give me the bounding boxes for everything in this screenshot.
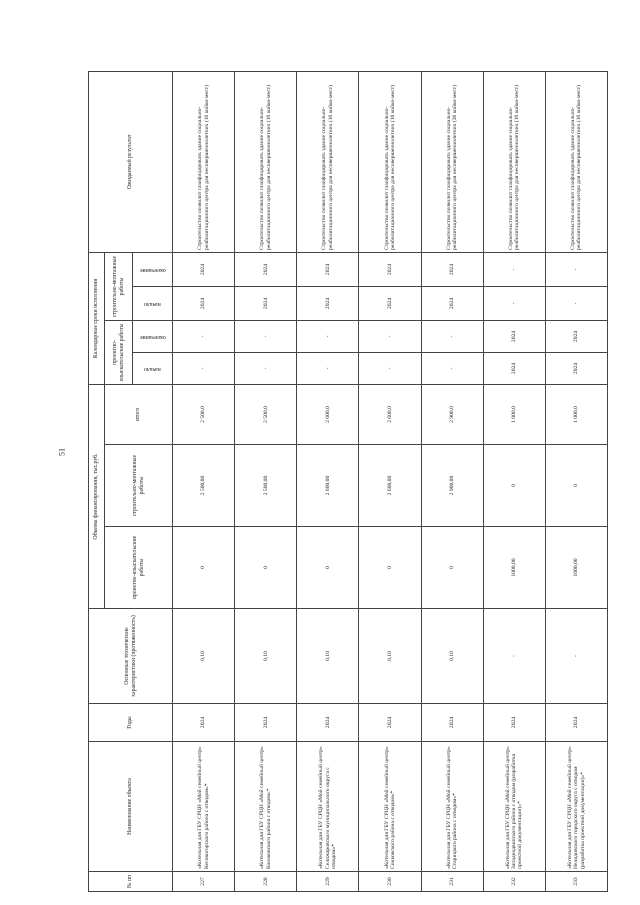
cell-year: 2024 xyxy=(545,704,607,742)
cell-num: 232 xyxy=(483,872,545,892)
header-result: Ожидаемый результат xyxy=(89,71,173,252)
rotated-table-container xyxy=(88,72,608,892)
table-row xyxy=(359,71,421,891)
cell-spec: 0,10 xyxy=(173,609,235,704)
cell-funding-construction: 0 xyxy=(545,445,607,527)
cell-funding-total: 2 500,0 xyxy=(173,384,235,444)
cell-funding-construction: 2 500,00 xyxy=(173,445,235,527)
cell-num: 228 xyxy=(235,872,297,892)
cell-name: «Котельная для ГБУ СРЦН «Мой семейный центр» Кесовогорского района с отводом»* xyxy=(173,742,235,872)
cell-name: «Котельная для ГБУ СРЦН «Мой семейный центр» Конаковского района с отводом»* xyxy=(235,742,297,872)
cell-design-end: - xyxy=(359,320,421,352)
cell-name: «Котельная для ГБУ СРЦН «Мой семейный центр» Нелидовского городского округа с отводом (разработка проектной документации)»* xyxy=(545,742,607,872)
header-design-end-label: окончание xyxy=(139,333,166,340)
header-dates-design: проектно-изыскательские работы xyxy=(105,320,133,384)
cell-funding-design: 0 xyxy=(297,527,359,609)
cell-num: 227 xyxy=(173,872,235,892)
table-row xyxy=(483,71,545,891)
cell-funding-design: 1000,00 xyxy=(545,527,607,609)
cell-year: 2024 xyxy=(173,704,235,742)
cell-year: 2024 xyxy=(359,704,421,742)
cell-num: 230 xyxy=(359,872,421,892)
cell-name: «Котельная для ГБУ СРЦН «Мой семейный центр» Сонковского района с отводом»* xyxy=(359,742,421,872)
header-design-start-label: начало xyxy=(144,365,161,372)
cell-design-start: - xyxy=(359,352,421,384)
cell-result: Строительство позволит газифицировать здание социально-реабилитационного центра для несовершеннолетних (16 койко-мест) xyxy=(359,71,421,252)
cell-num: 233 xyxy=(545,872,607,892)
cell-funding-design: 0 xyxy=(173,527,235,609)
cell-result: Строительство позволит газифицировать здание социально-реабилитационного центра для несовершеннолетних (16 койко-мест) xyxy=(235,71,297,252)
cell-construction-start: 2024 xyxy=(173,286,235,320)
cell-spec: - xyxy=(545,609,607,704)
cell-result: Строительство позволит газифицировать здание социально-реабилитационного центра для несовершеннолетних (16 койко-мест) xyxy=(545,71,607,252)
header-funding: Объемы финансирования, тыс.руб. xyxy=(89,384,105,608)
table-row xyxy=(235,71,297,891)
table-header xyxy=(89,71,173,891)
cell-construction-start: - xyxy=(483,286,545,320)
cell-spec: 0,10 xyxy=(421,609,483,704)
cell-construction-end: 2024 xyxy=(173,252,235,286)
table-row xyxy=(173,71,235,891)
cell-result: Строительство позволит газифицировать здание социально-реабилитационного центра для несовершеннолетних (16 койко-мест) xyxy=(483,71,545,252)
cell-construction-end: 2024 xyxy=(421,252,483,286)
cell-construction-start: 2024 xyxy=(359,286,421,320)
header-construction-end xyxy=(133,252,173,286)
cell-design-start: - xyxy=(297,352,359,384)
cell-construction-end: 2024 xyxy=(359,252,421,286)
header-dates: Календарные сроки исполнения xyxy=(89,252,105,384)
cell-construction-start: 2024 xyxy=(421,286,483,320)
header-funding-design: проектно-изыскательские работы xyxy=(105,527,173,609)
cell-funding-total: 1 000,0 xyxy=(545,384,607,444)
cell-funding-design: 0 xyxy=(359,527,421,609)
cell-result: Строительство позволит газифицировать здание социально-реабилитационного центра для несовершеннолетних (36 койко-мест) xyxy=(421,71,483,252)
header-name: Наименование объекта xyxy=(89,742,173,872)
cell-funding-construction: 2 500,00 xyxy=(235,445,297,527)
header-construction-start-label: начало xyxy=(144,300,161,307)
cell-spec: 0,10 xyxy=(359,609,421,704)
cell-construction-start: 2024 xyxy=(235,286,297,320)
cell-construction-start: - xyxy=(545,286,607,320)
header-construction-end-label: окончание xyxy=(139,266,166,273)
cell-year: 2024 xyxy=(235,704,297,742)
cell-year: 2024 xyxy=(421,704,483,742)
table-row xyxy=(297,71,359,891)
cell-design-end: 2024 xyxy=(545,320,607,352)
header-construction-start xyxy=(133,286,173,320)
header-funding-construction: строительно-монтажные работы xyxy=(105,445,173,527)
cell-funding-total: 2 600,0 xyxy=(359,384,421,444)
cell-num: 229 xyxy=(297,872,359,892)
cell-construction-start: 2024 xyxy=(297,286,359,320)
header-num: № пп xyxy=(89,872,173,892)
cell-funding-design: 0 xyxy=(235,527,297,609)
cell-construction-end: - xyxy=(545,252,607,286)
cell-design-start: - xyxy=(421,352,483,384)
page-number: 51 xyxy=(57,448,67,456)
cell-design-start: - xyxy=(173,352,235,384)
cell-design-start: - xyxy=(235,352,297,384)
cell-funding-construction: 0 xyxy=(483,445,545,527)
cell-name: «Котельная для ГБУ СРЦН «Мой семейный центр» Западнодвинского района с отводом (разработка проектной документации)»* xyxy=(483,742,545,872)
cell-result: Строительство позволит газифицировать здание социально-реабилитационного центра для несовершеннолетних (16 койко-мест) xyxy=(173,71,235,252)
header-funding-total: итого xyxy=(105,384,173,444)
header-dates-construction: строительно-монтажные работы xyxy=(105,252,133,320)
cell-design-end: 2024 xyxy=(483,320,545,352)
header-year: Годы xyxy=(89,704,173,742)
cell-num: 231 xyxy=(421,872,483,892)
cell-year: 2024 xyxy=(483,704,545,742)
cell-design-end: - xyxy=(235,320,297,352)
cell-design-end: - xyxy=(173,320,235,352)
cell-spec: 0,10 xyxy=(297,609,359,704)
header-design-start xyxy=(133,352,173,384)
cell-funding-construction: 2 600,00 xyxy=(359,445,421,527)
cell-funding-total: 2 500,0 xyxy=(235,384,297,444)
table-body xyxy=(173,71,608,891)
cell-name: «Котельная для ГБУ СРЦН «Мой семейный центр» Селижаровского муниципального округа с отводом»* xyxy=(297,742,359,872)
header-specs: Основные технические характеристики (протяженность) xyxy=(89,609,173,704)
cell-construction-end: 2024 xyxy=(297,252,359,286)
cell-funding-total: 1 000,0 xyxy=(483,384,545,444)
table-row xyxy=(545,71,607,891)
cell-result: Строительство позволит газифицировать здание социально-реабилитационного центра для несовершеннолетних (16 койко-мест) xyxy=(297,71,359,252)
cell-design-end: - xyxy=(297,320,359,352)
objects-table xyxy=(88,71,608,892)
cell-funding-design: 1000,00 xyxy=(483,527,545,609)
cell-name: «Котельная для ГБУ СРЦН «Мой семейный центр» Старицкого района с отводом»* xyxy=(421,742,483,872)
cell-design-end: - xyxy=(421,320,483,352)
cell-year: 2024 xyxy=(297,704,359,742)
cell-construction-end: 2024 xyxy=(235,252,297,286)
cell-funding-construction: 2 900,00 xyxy=(421,445,483,527)
cell-spec: - xyxy=(483,609,545,704)
cell-funding-design: 0 xyxy=(421,527,483,609)
cell-funding-construction: 2 600,00 xyxy=(297,445,359,527)
header-design-end xyxy=(133,320,173,352)
cell-spec: 0,10 xyxy=(235,609,297,704)
cell-funding-total: 2 900,0 xyxy=(421,384,483,444)
cell-construction-end: - xyxy=(483,252,545,286)
table-row xyxy=(421,71,483,891)
cell-design-start: 2024 xyxy=(545,352,607,384)
cell-design-start: 2024 xyxy=(483,352,545,384)
cell-funding-total: 2 600,0 xyxy=(297,384,359,444)
